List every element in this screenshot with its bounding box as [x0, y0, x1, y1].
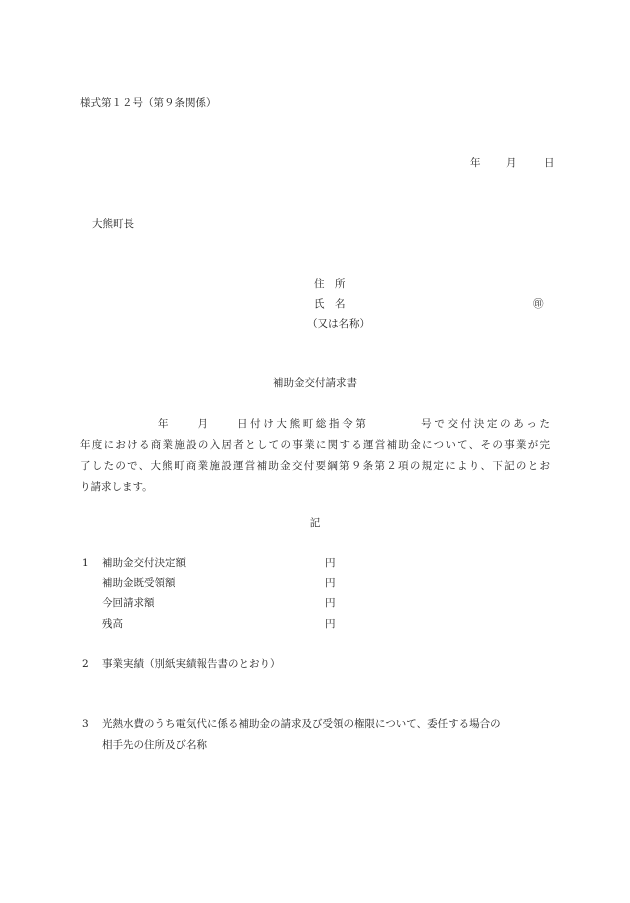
date-month: 月 [506, 157, 517, 169]
body-line-2: 年度における商業施設の入居者としての事業に関する運営補助金について、その事業が完 [80, 439, 550, 451]
section-2-text: 事業実績（別紙実績報告書のとおり） [102, 658, 281, 670]
alt-name-label: （又は名称） [307, 318, 370, 330]
name-label: 氏 名 [314, 298, 346, 310]
applicant-address [314, 279, 348, 290]
amount-row-unit: 円 [325, 597, 336, 609]
amount-row-label: 今回請求額 [102, 597, 155, 609]
section-1-number: 1 [82, 557, 89, 569]
amount-row-unit: 円 [325, 618, 336, 630]
document-title: 補助金交付請求書 [273, 377, 357, 389]
date-year: 年 [470, 157, 481, 169]
seal-mark: ㊞ [533, 298, 544, 310]
amount-row-label: 補助金交付決定額 [102, 557, 186, 569]
amount-row-label: 補助金既受領額 [102, 577, 176, 589]
amount-row-label: 残高 [102, 618, 123, 630]
body-line-1: 年 月 日付け大熊町総指令第 号で交付決定のあった [158, 418, 550, 430]
body-paragraph [80, 414, 550, 498]
amount-row-unit: 円 [325, 577, 336, 589]
address-label: 住 所 [314, 278, 346, 290]
body-line-3: 了したので、大熊町商業施設運営補助金交付要綱第９条第２項の規定により、下記のとお [80, 460, 550, 472]
recipient: 大熊町長 [92, 218, 134, 230]
applicant-name [314, 299, 348, 310]
section-3-line-1: 光熱水費のうち電気代に係る補助金の請求及び受領の権限について、委任する場合の [102, 718, 501, 730]
date-day: 日 [544, 157, 555, 169]
ki-heading: 記 [309, 517, 321, 529]
form-number: 様式第１２号（第９条関係） [80, 97, 217, 109]
section-3-number: 3 [82, 718, 89, 730]
section-3-line-2: 相手先の住所及び名称 [102, 739, 207, 751]
body-line-4: り請求します。 [80, 481, 153, 493]
amount-row-unit: 円 [325, 557, 336, 569]
date-line [470, 158, 555, 169]
section-2-number: 2 [82, 658, 89, 670]
